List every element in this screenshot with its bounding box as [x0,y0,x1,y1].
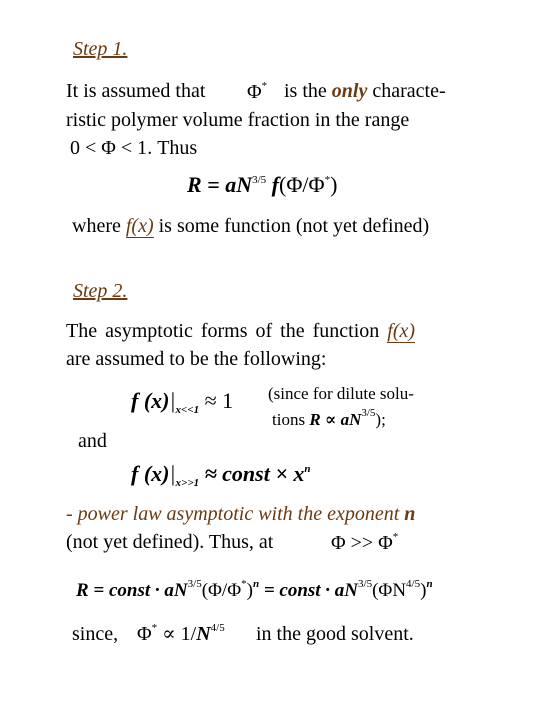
equation-R-scaling: $R = aN^{3/5}$ f(Φ/Φ*) [187,172,338,197]
range-expression: 0 < Φ < 1. Thus [70,137,198,159]
big-equation: R = const · $aN^{3/5}(\Phi/\Phi^*)^n$ = const · $aN^{3/5}(\Phi N^{4/5})^n$ [76,578,433,601]
step2-line1: The asymptotic forms of the function f(x) [66,320,416,342]
since-post: in the good solvent. [256,623,414,645]
note-line1: (since for dilute solu- [268,384,414,403]
since-relation: $\Phi^* \propto 1/N^{4/5}$ [137,622,225,645]
fx-label: f(x) [125,215,154,237]
not-defined-line: (not yet defined). Thus, at [66,531,274,553]
phi-much-greater: Φ >> Φ* [331,531,399,554]
step1-line2: ristic polymer volume fraction in the range [66,109,410,131]
where-line: where f(x) is some function (not yet defined) [72,215,430,237]
step1-title: Step 1. [73,38,128,60]
asymptote-large-x: f $(x)|_{x>>1}$ ≈ const × $x^n$ [131,461,311,489]
step1-line1-rest: is the only characte- [284,80,446,102]
line1-pre: It is assumed that [66,80,206,102]
step2-line2: are assumed to be the following: [66,348,327,370]
asymptote-small-x: f $(x)|_{x<<1} \approx 1$ [131,388,234,416]
note-line2: tions $R \propto aN^{3/5}$); [272,407,386,429]
step1-line1 [66,80,205,103]
since-line: since, [72,623,119,645]
and-word: and [78,430,107,452]
step2-title: Step 2. [73,280,128,302]
fx-label-2: f(x) [387,320,416,342]
only-word: only [331,80,368,102]
power-law-line: - power law asymptotic with the exponent n [66,503,416,525]
phi-star-symbol: Φ* [247,80,268,103]
